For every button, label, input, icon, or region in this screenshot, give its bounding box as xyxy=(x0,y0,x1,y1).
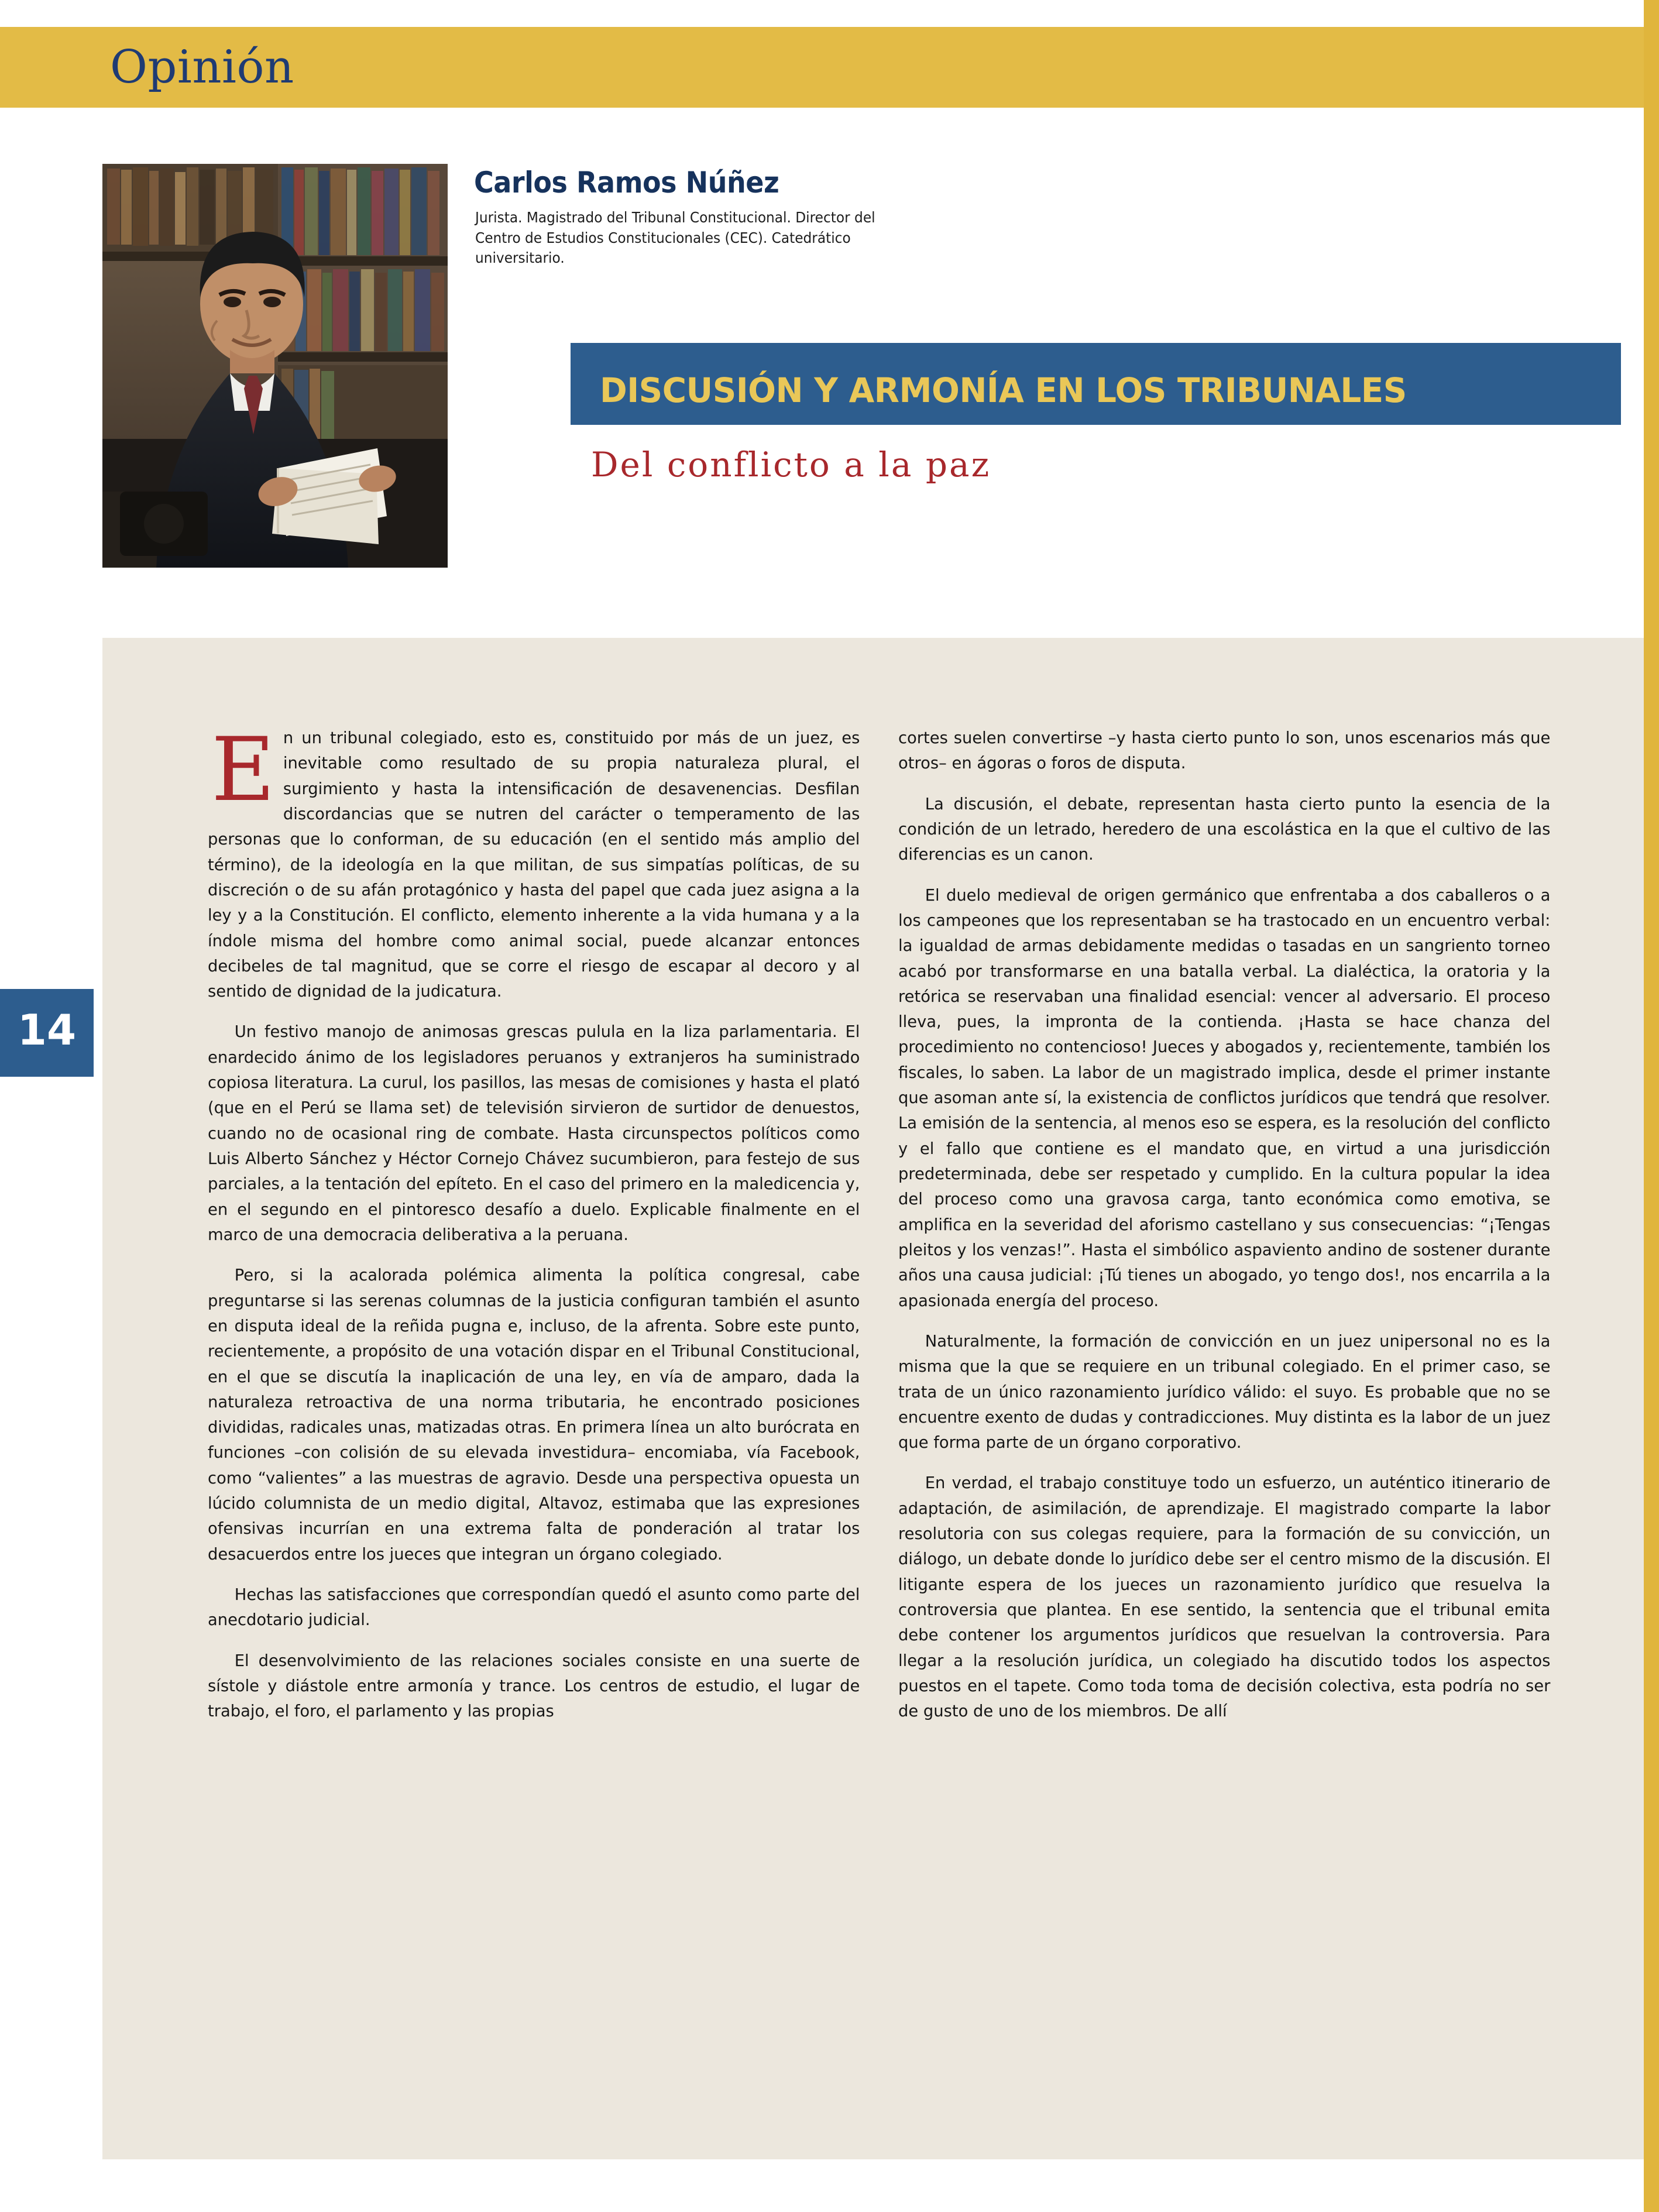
paragraph: Naturalmente, la formación de convicción en un juez unipersonal no es la misma que la que se requiere en un tribunal colegiado. En el primer caso, se trata de un único razonamiento jurídico válido: el suyo. Es probable que no se encuentre exento de dudas y contradicciones. Muy distinta es la labor de un juez que forma parte de un órgano corporativo. xyxy=(898,1331,1551,1452)
author-description: Jurista. Magistrado del Tribunal Constitucional. Director del Centro de Estudios Constitucionales (CEC). Catedrático universitario. xyxy=(475,209,875,266)
paragraph: Un festivo manojo de animosas grescas pulula en la liza parlamentaria. El enardecido ánimo de los legisladores peruanos y extranjeros ha suministrado copiosa literatura. La curul, los pasillos, las mesas de comisiones y hasta el plató (que en el Perú se llama set) de televisión sirvieron de surtidor de denuestos, cuando no de ocasional ring de combate. Hasta circunspectos políticos como Luis Alberto Sánchez y Héctor Cornejo Chávez sucumbieron, para festejo de sus parciales, a la tentación del epíteto. En el caso del primero en la maledicencia y, en el segundo en el pintoresco desafío a duelo. Explicable finalmente en el marco de una democracia deliberativa a la peruana. xyxy=(208,1022,860,1244)
paragraph-text: n un tribunal colegiado, esto es, constituido por más de un juez, es inevitable como resultado de su propia naturaleza plural, el surgimiento y hasta la intensificación de desavenencias. Desfilan discordancias que se nutren del carácter o temperamento de las personas que lo conforman, de su educación (en el sentido más amplio del término), de la ideología en la que militan, de sus simpatías políticas, de su discreción o de su afán protagónico y hasta del papel que cada juez asigna a la ley y a la Constitución. El conflicto, elemento inherente a la vida humana y a la índole misma del hombre como animal social, puede alcanzar entonces decibeles de tal magnitud, que se corre el riesgo de escapar al decoro y al sentido de dignidad de la judicatura. xyxy=(208,729,860,1001)
page-number: 14 xyxy=(17,1005,77,1055)
article-subtitle: Del conflicto a la paz xyxy=(591,445,991,485)
author-photo xyxy=(102,164,448,568)
section-title: Opinión xyxy=(110,41,294,94)
article-title: DISCUSIÓN Y ARMONÍA EN LOS TRIBUNALES xyxy=(600,370,1407,410)
drop-cap: E xyxy=(211,719,275,821)
paragraph xyxy=(208,719,860,1004)
author-portrait-image xyxy=(102,164,448,568)
paragraph: El duelo medieval de origen germánico que enfrentaba a dos caballeros o a los campeones que los representaban se ha trastocado en un encuentro verbal: la igualdad de armas debidamente medidas o tasadas en un sangriento torneo acabó por transformarse en una batalla verbal. La dialéctica, la oratoria y la retórica se reservaban una finalidad esencial: vencer al adversario. El proceso lleva, pues, la impronta de la contienda. ¡Hasta se hace chanza del procedimiento no contencioso! Jueces y abogados y, recientemente, también los fiscales, lo saben. La labor de un magistrado implica, desde el primer instante que asoman ante sí, la existencia de conflictos jurídicos que tendrá que resolver. La emisión de la sentencia, al menos eso se espera, es la resolución del conflicto y el fallo que contiene es el mandato que, en virtud a una jurisdicción predeterminada, debe ser respetado y cumplido. En la cultura popular la idea del proceso como una gravosa carga, tanto económica como emotiva, se amplifica en la severidad del aforismo castellano y sus consecuencias: “¡Tengas pleitos y los venzas!”. Hasta el simbólico aspaviento andino de sostener durante años una causa judicial: ¡Tú tienes un abogado, yo tengo dos!, nos encarrila a la apasionada energía del proceso. xyxy=(898,885,1551,1310)
author-name: Carlos Ramos Núñez xyxy=(474,166,779,200)
paragraph: En verdad, el trabajo constituye todo un esfuerzo, un auténtico itinerario de adaptación, de asimilación, de aprendizaje. El magistrado comparte la labor resolutoria con sus colegas requiere, para la formación de su convicción, un diálogo, un debate donde lo jurídico debe ser el centro mismo de la discusión. El litigante espera de los jueces un razonamiento jurídico que resuelva la controversia que plantea. En ese sentido, la sentencia que el tribunal emita debe contener los argumentos jurídicos que resuelvan la controversia. Para llegar a la resolución jurídica, un colegiado ha discutido todos los aspectos puestos en el tapete. Como toda toma de decisión colectiva, esta podría no ser de gusto de uno de los miembros. De allí xyxy=(898,1473,1551,1721)
right-edge-bar xyxy=(1644,0,1659,2212)
paragraph: La discusión, el debate, representan hasta cierto punto la esencia de la condición de un letrado, heredero de una escolástica en la que el cultivo de las diferencias es un canon. xyxy=(898,794,1551,864)
paragraph: Hechas las satisfacciones que correspondían quedó el asunto como parte del anecdotario judicial. xyxy=(208,1585,860,1630)
paragraph: El desenvolvimiento de las relaciones sociales consiste en una suerte de sístole y diástole entre armonía y trance. Los centros de estudio, el lugar de trabajo, el foro, el parlamento y las propias xyxy=(208,1651,860,1721)
column-right xyxy=(898,726,1554,1740)
column-left xyxy=(208,719,863,1740)
paragraph: cortes suelen convertirse –y hasta cierto punto lo son, unos escenarios más que otros– en ágoras o foros de disputa. xyxy=(898,729,1551,773)
paragraph: Pero, si la acalorada polémica alimenta la política congresal, cabe preguntarse si las serenas columnas de la justicia configuran también el asunto en disputa ideal de la reñida pugna e, incluso, de la afrenta. Sobre este punto, recientemente, a propósito de una votación dispar en el Tribunal Constitucional, en el que se discutía la inaplicación de una ley, en vía de amparo, dada la naturaleza retroactiva de una norma tributaria, he encontrado posiciones divididas, radicales unas, matizadas otras. En primera línea un alto burócrata en funciones –con colisión de su elevada investidura– encomiaba, vía Facebook, como “valientes” a las muestras de agravio. Desde una perspectiva opuesta un lúcido columnista de un medio digital, Altavoz, estimaba que las expresiones ofensivas incurrían en una extrema falta de ponderación al tratar los desacuerdos entre los jueces que integran un órgano colegiado. xyxy=(208,1266,860,1564)
